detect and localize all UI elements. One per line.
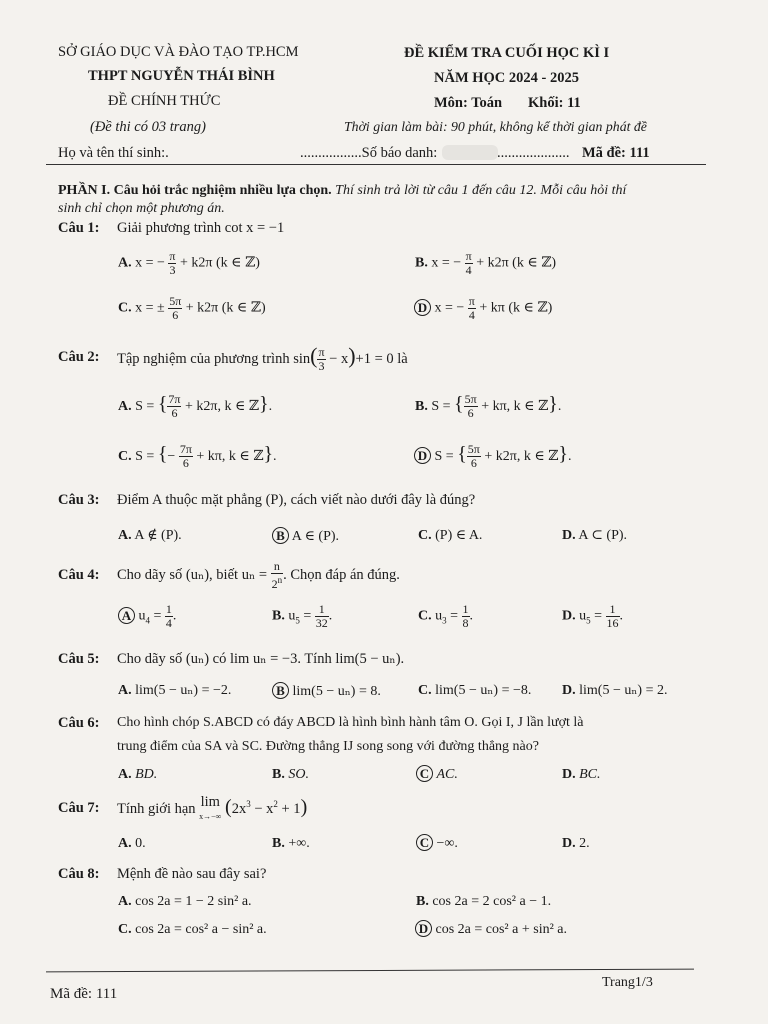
q1-label: Câu 1: xyxy=(58,220,100,236)
school-name: THPT NGUYỄN THÁI BÌNH xyxy=(88,68,275,84)
q6-text-2: trung điểm của SA và SC. Đường thẳng IJ song song với đường thẳng nào? xyxy=(117,739,539,754)
q7-option-b: B. +∞. xyxy=(272,836,310,851)
q5-option-c: C. lim(5 − uₙ) = −8. xyxy=(418,683,532,698)
q4-option-d: D. $u_5$ = $\frac{1}{16}$ . xyxy=(562,602,624,630)
q5-text: Cho dãy số (uₙ) có lim uₙ = −3. Tính lim(5 − uₙ). xyxy=(117,651,405,667)
candidate-dots: .................... xyxy=(497,145,570,161)
q1-option-a: A. x = − $\frac{\pi}{3}$ + k2π (k ∈ ℤ) xyxy=(118,249,260,277)
q1-option-c: C. x = ± $\frac{5\pi}{6}$ + k2π (k ∈ ℤ) xyxy=(118,294,266,322)
q8-option-c: C. cos 2a = cos² a − sin² a. xyxy=(118,922,267,937)
q6-label: Câu 6: xyxy=(58,715,100,731)
q2-option-c: C. S = {− $\frac{7\pi}{6}$ + kπ, k ∈ ℤ}. xyxy=(118,442,277,471)
q3-option-a: A. A ∉ (P). xyxy=(118,528,182,543)
part1-heading: PHẦN I. Câu hỏi trắc nghiệm nhiều lựa chọn. Thí sinh trả lời từ câu 1 đến câu 12. Mỗi câu hỏi thí xyxy=(58,183,627,198)
department: SỞ GIÁO DỤC VÀ ĐÀO TẠO TP.HCM xyxy=(58,44,299,60)
q2-option-a: A. S = { $\frac{7\pi}{6}$ + k2π, k ∈ ℤ}. xyxy=(118,392,273,421)
q3-option-b-selected: B A ∈ (P). xyxy=(272,527,339,545)
part1-instruction: sinh chỉ chọn một phương án. xyxy=(58,201,225,216)
q7-option-c-selected: C −∞. xyxy=(416,834,458,852)
school-year: NĂM HỌC 2024 - 2025 xyxy=(434,70,579,86)
q7-option-d: D. 2. xyxy=(562,836,590,851)
q1-option-b: B. x = − $\frac{\pi}{4}$ + k2π (k ∈ ℤ) xyxy=(415,249,557,277)
q8-option-b: B. cos 2a = 2 cos² a − 1. xyxy=(416,894,552,909)
q2-option-d-selected: D S = { $\frac{5\pi}{6}$ + k2π, k ∈ ℤ}. xyxy=(414,443,572,470)
q4-label: Câu 4: xyxy=(58,567,100,583)
q1-option-d-selected: D x = − $\frac{\pi}{4}$ + kπ (k ∈ ℤ) xyxy=(414,295,552,322)
candidate-number-label: .................Số báo danh: xyxy=(300,145,438,161)
q5-option-a: A. lim(5 − uₙ) = −2. xyxy=(118,683,232,698)
q4-text: Cho dãy số (uₙ), biết uₙ = $\frac{n}{2^n}$ . Chọn đáp án đúng. xyxy=(117,559,400,591)
q5-option-d: D. lim(5 − uₙ) = 2. xyxy=(562,683,668,698)
q1-text: Giải phương trình cot x = −1 xyxy=(117,220,285,236)
q6-option-a: A. BD. xyxy=(118,767,158,782)
grade: Khối: 11 xyxy=(528,95,581,111)
q3-option-d: D. A ⊂ (P). xyxy=(562,528,628,543)
q3-label: Câu 3: xyxy=(58,492,100,508)
student-name-label: Họ và tên thí sinh:. xyxy=(58,145,169,161)
q8-label: Câu 8: xyxy=(58,866,100,882)
footer-divider xyxy=(46,969,694,973)
q6-option-c-selected: C AC. xyxy=(416,765,458,783)
q7-option-a: A. 0. xyxy=(118,836,146,851)
q7-label: Câu 7: xyxy=(58,800,100,816)
official-label: ĐỀ CHÍNH THỨC xyxy=(108,93,221,109)
q5-label: Câu 5: xyxy=(58,651,100,667)
exam-code: Mã đề: 111 xyxy=(582,145,650,161)
q2-option-b: B. S = { $\frac{5\pi}{6}$ + kπ, k ∈ ℤ}. xyxy=(415,392,562,421)
q3-text: Điểm A thuộc mặt phẳng (P), cách viết nào dưới đây là đúng? xyxy=(117,492,476,508)
q3-option-c: C. (P) ∈ A. xyxy=(418,528,483,543)
page-number: Trang1/3 xyxy=(602,975,653,990)
page-count: (Đề thi có 03 trang) xyxy=(90,119,206,135)
footer-exam-code: Mã đề: 111 xyxy=(50,986,118,1002)
header-divider xyxy=(46,164,706,165)
subject: Môn: Toán xyxy=(434,95,503,111)
q8-option-a: A. cos 2a = 1 − 2 sin² a. xyxy=(118,894,252,909)
time-limit: Thời gian làm bài: 90 phút, không kể thời gian phát đề xyxy=(344,119,647,134)
q2-text: Tập nghiệm của phương trình sin( $\frac{\pi}{3}$ − x)+1 = 0 là xyxy=(117,343,408,374)
exam-title: ĐỀ KIỂM TRA CUỐI HỌC KÌ I xyxy=(404,45,610,61)
q4-option-b: B. $u_5$ = $\frac{1}{32}$ . xyxy=(272,602,333,630)
q4-option-a-selected: A $u_4$ = $\frac{1}{4}$ . xyxy=(118,603,176,630)
q7-text: Tính giới hạn lim x→−∞ $(2x^3 - x^2 + 1)$ xyxy=(117,794,308,821)
q4-option-c: C. $u_3$ = $\frac{1}{8}$ . xyxy=(418,602,474,630)
q8-option-d-selected: D cos 2a = cos² a + sin² a. xyxy=(415,920,567,938)
q6-option-d: D. BC. xyxy=(562,767,601,782)
q6-option-b: B. SO. xyxy=(272,767,309,782)
q5-option-b-selected: B lim(5 − uₙ) = 8. xyxy=(272,682,381,700)
q2-label: Câu 2: xyxy=(58,349,100,365)
q8-text: Mệnh đề nào sau đây sai? xyxy=(117,866,267,882)
q6-text: Cho hình chóp S.ABCD có đáy ABCD là hình bình hành tâm O. Gọi I, J lần lượt là xyxy=(117,715,584,730)
redacted-number xyxy=(442,145,498,160)
